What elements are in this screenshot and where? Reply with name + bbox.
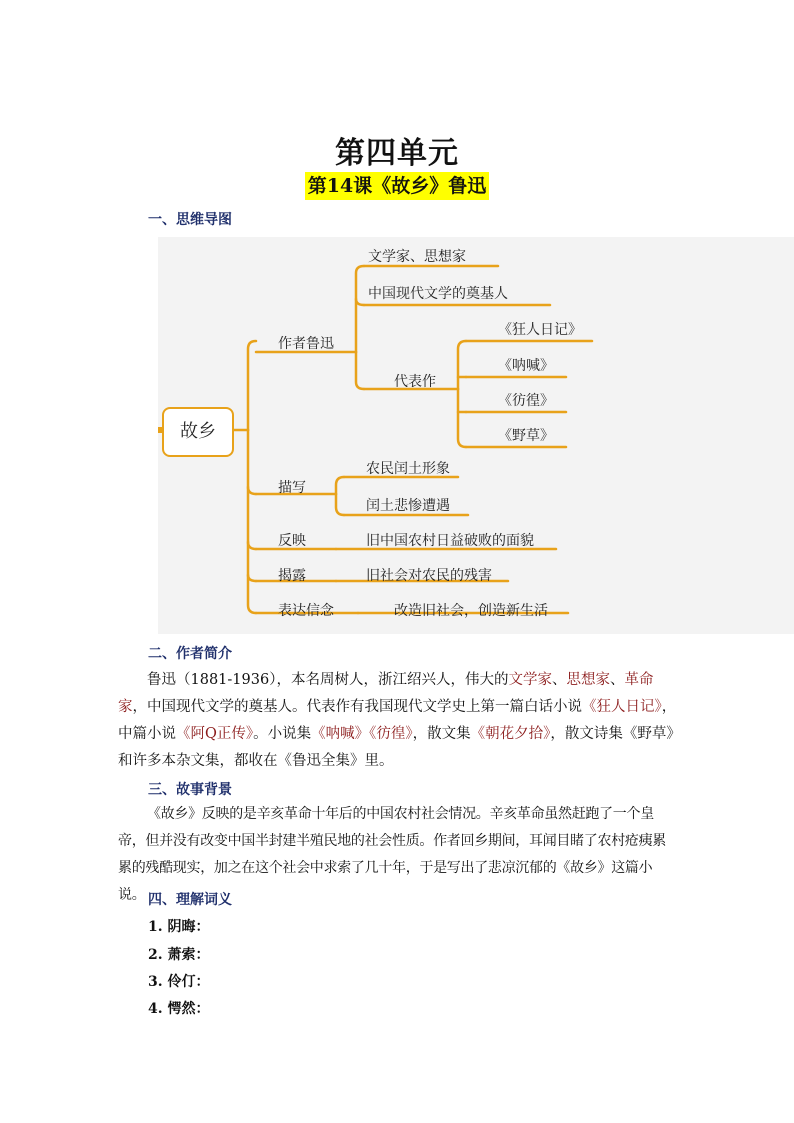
branch-reflect: 反映: [278, 533, 306, 549]
works-label: 代表作: [394, 374, 436, 390]
section-heading-vocabulary: 四、理解词义: [148, 892, 232, 908]
highlight-ahq: 《阿Q正传》: [176, 726, 254, 742]
vocab-item-4: 4. 愕然：: [148, 1001, 210, 1017]
highlight-writer: 文学家: [508, 672, 552, 688]
author-intro-text-6: ，散文诗集《野草》和许多本杂文集，都收在《鲁迅全集》里。: [118, 726, 674, 769]
expose-item: 旧社会对农民的残害: [366, 568, 492, 584]
vocab-item-2: 2. 萧索：: [148, 947, 210, 963]
vocab-item-1: 1. 阴晦：: [148, 919, 210, 935]
work-2: 《呐喊》: [498, 358, 554, 374]
section-heading-background: 三、故事背景: [148, 782, 232, 798]
work-3: 《彷徨》: [498, 393, 554, 409]
author-intro-text-4: 。小说集: [253, 726, 312, 742]
branch-express: 表达信念: [278, 603, 334, 619]
highlight-collections: 《呐喊》《彷徨》: [311, 726, 413, 742]
author-intro-sep-2: 、: [609, 672, 625, 688]
highlight-essays: 《朝花夕拾》: [470, 726, 551, 742]
highlight-revolutionary: 革命家: [118, 672, 654, 715]
depict-item-2: 闰土悲惨遭遇: [366, 498, 450, 514]
depict-item-1: 农民闰土形象: [366, 461, 450, 477]
branch-author: 作者鲁迅: [278, 336, 334, 352]
branch-expose: 揭露: [278, 568, 306, 584]
section-heading-mindmap: 一、思维导图: [148, 212, 232, 228]
lesson-title: 第14课《故乡》鲁迅: [305, 172, 489, 200]
reflect-item: 旧中国农村日益破败的面貌: [366, 533, 534, 549]
author-intro-sep-1: 、: [551, 672, 567, 688]
author-item-2: 中国现代文学的奠基人: [368, 286, 508, 302]
mind-map-root: 故乡: [162, 407, 234, 457]
unit-title: 第四单元: [335, 136, 459, 171]
highlight-thinker: 思想家: [566, 672, 610, 688]
author-intro-text-1: 鲁迅（1881-1936），本名周树人，浙江绍兴人，伟大的: [147, 672, 509, 688]
vocab-item-3: 3. 伶仃：: [148, 974, 210, 990]
mind-map: [158, 237, 794, 634]
work-1: 《狂人日记》: [498, 322, 582, 338]
branch-depict: 描写: [278, 480, 306, 496]
highlight-diary: 《狂人日记》: [582, 699, 662, 715]
author-item-1: 文学家、思想家: [368, 249, 466, 265]
section-heading-author: 二、作者简介: [148, 646, 232, 662]
author-intro-text-3: ，中篇小说: [118, 699, 677, 742]
background-paragraph: 《故乡》反映的是辛亥革命十年后的中国农村社会情况。辛亥革命虽然赶跑了一个皇帝，但并没有改变中国半封建半殖民地的社会性质。作者回乡期间，耳闻目睹了农村疮痍累累的残酷现实，加之在这个社会中求索了几十年，于是写出了悲凉沉郁的《故乡》这篇小说。: [118, 806, 666, 903]
lesson-title-wrap: [0, 172, 794, 200]
author-intro-text-2: ，中国现代文学的奠基人。代表作有我国现代文学史上第一篇白话小说: [132, 699, 582, 715]
express-item: 改造旧社会，创造新生活: [394, 603, 548, 619]
author-intro-paragraph: [118, 667, 678, 775]
author-intro-text-5: ，散文集: [412, 726, 471, 742]
work-4: 《野草》: [498, 428, 554, 444]
